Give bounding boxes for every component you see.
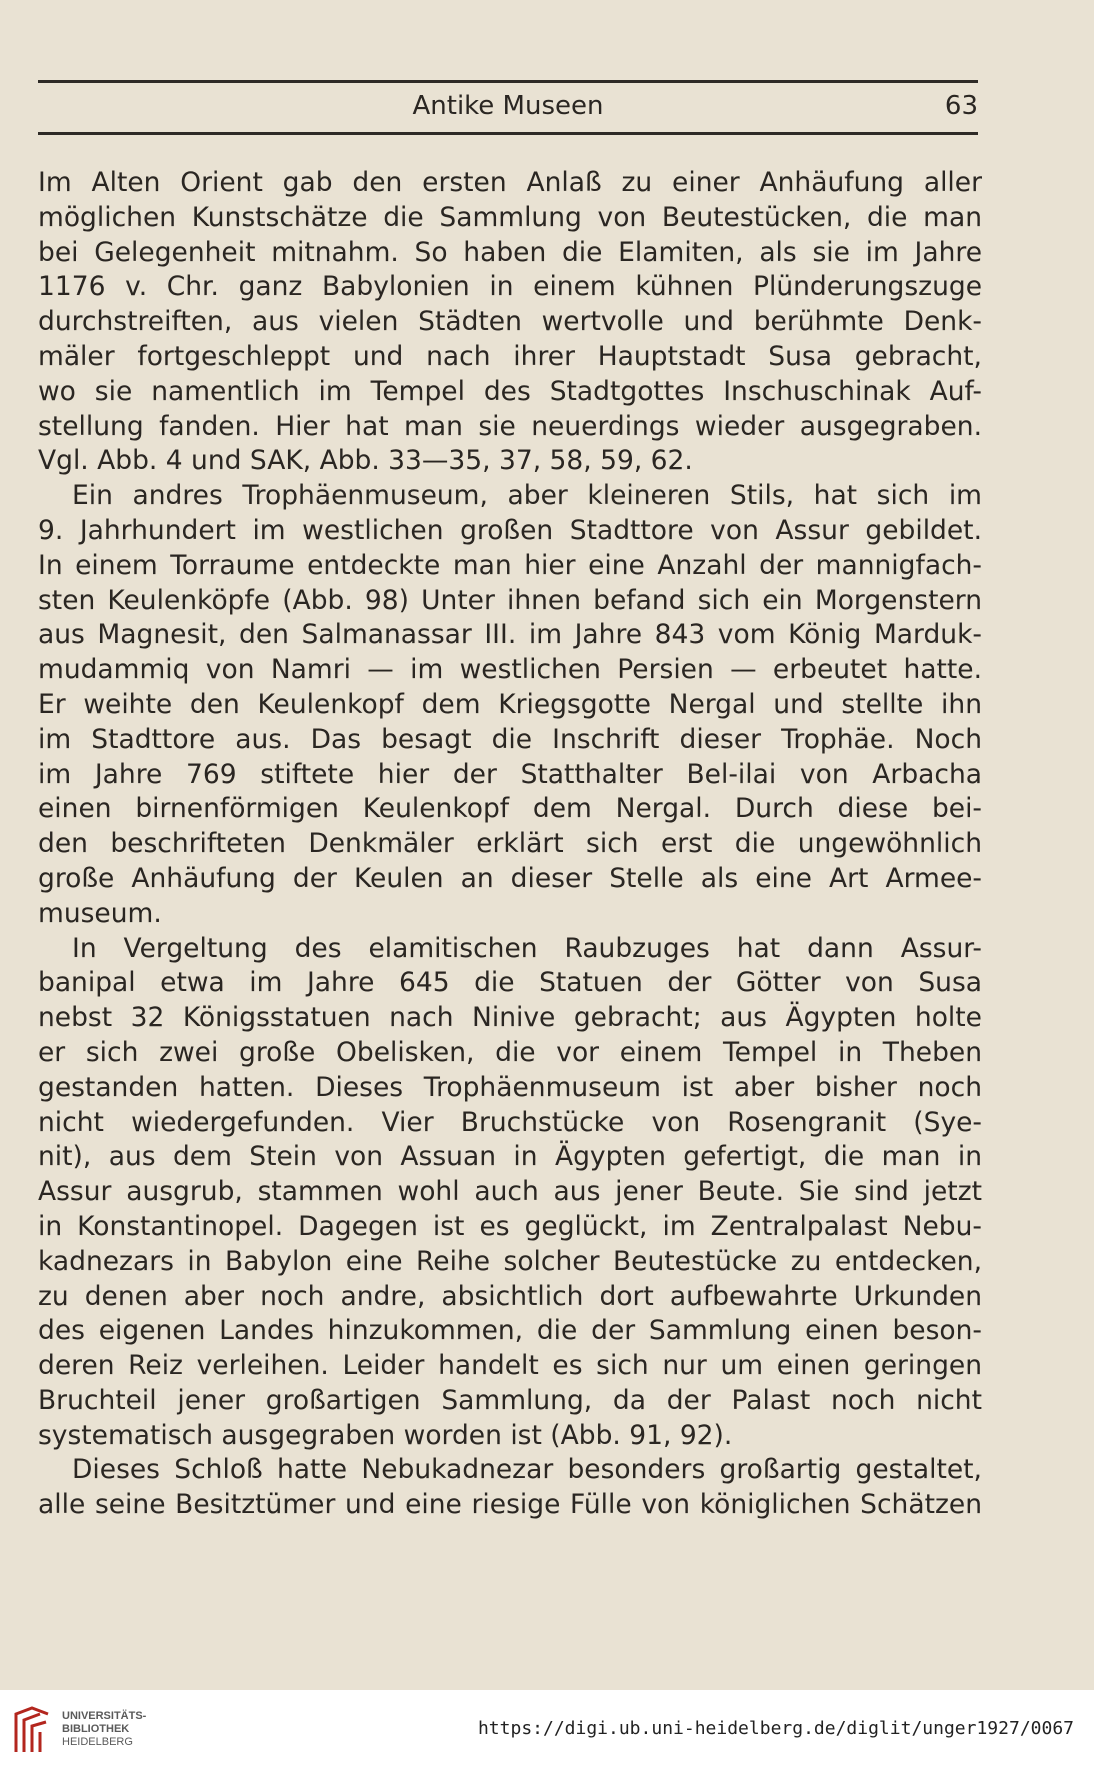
text-line: Im Alten Orient gab den ersten Anlaß zu einer Anhäufung aller xyxy=(38,167,982,198)
footer-bar xyxy=(0,1690,1094,1770)
text-line: große Anhäufung der Keulen an dieser Stelle als eine Art Armee- xyxy=(38,862,982,894)
text-line: den beschrifteten Denkmäler erklärt sich erst die ungewöhnlich xyxy=(38,828,982,860)
text-line: deren Reiz verleihen. Leider handelt es sich nur um einen geringen xyxy=(38,1350,982,1382)
page-number: 63 xyxy=(944,91,978,121)
text-line: Assur ausgrub, stammen wohl auch aus jener Beute. Sie sind jetzt xyxy=(38,1176,982,1208)
text-line: mudammiq von Namri — im westlichen Persien — erbeutet hatte. xyxy=(38,654,982,686)
text-line: durchstreiften, aus vielen Städten wertvolle und berühmte Denk- xyxy=(38,306,982,338)
text-line: aus Magnesit, den Salmanassar III. im Jahre 843 vom König Marduk- xyxy=(38,619,982,651)
text-line: des eigenen Landes hinzukommen, die der Sammlung einen beson- xyxy=(38,1315,982,1347)
text-line: Ein andres Trophäenmuseum, aber kleineren Stils, hat sich im xyxy=(72,480,982,512)
library-name xyxy=(62,1710,146,1749)
text-line: Bruchteil jener großartigen Sammlung, da der Palast noch nicht xyxy=(38,1384,982,1416)
text-line: möglichen Kunstschätze die Sammlung von Beutestücken, die man xyxy=(38,201,982,233)
text-line: in Konstantinopel. Dagegen ist es geglückt, im Zentralpalast Nebu- xyxy=(38,1210,982,1242)
body-text xyxy=(38,166,982,1523)
text-line: Vgl. Abb. 4 und SAK, Abb. 33—35, 37, 58, 59, 62. xyxy=(38,445,693,477)
text-line: gestanden hatten. Dieses Trophäenmuseum ist aber bisher noch xyxy=(38,1071,982,1103)
text-line: Er weihte den Keulenkopf dem Kriegsgotte Nergal und stellte ihn xyxy=(38,688,982,720)
text-line: sten Keulenköpfe (Abb. 98) Unter ihnen befand sich ein Morgenstern xyxy=(38,584,982,616)
text-line: 1176 v. Chr. ganz Babylonien in einem kühnen Plünderungszuge xyxy=(38,271,982,303)
text-line: alle seine Besitztümer und eine riesige Fülle von königlichen Schätzen xyxy=(38,1489,982,1521)
text-line: nebst 32 Königsstatuen nach Ninive gebracht; aus Ägypten holte xyxy=(38,1002,982,1034)
text-line: banipal etwa im Jahre 645 die Statuen der Götter von Susa xyxy=(38,967,982,999)
text-line: kadnezars in Babylon eine Reihe solcher Beutestücke zu entdecken, xyxy=(38,1245,982,1277)
text-line: In einem Torraume entdeckte man hier eine Anzahl der mannigfach- xyxy=(38,549,982,581)
text-line: er sich zwei große Obelisken, die vor einem Tempel in Theben xyxy=(38,1036,982,1068)
header-rule-top xyxy=(38,80,978,83)
text-line: stellung fanden. Hier hat man sie neuerdings wieder ausgegraben. xyxy=(38,410,982,442)
text-line: im Jahre 769 stiftete hier der Statthalter Bel-ilai von Arbacha xyxy=(38,758,982,790)
library-name-line: BIBLIOTHEK xyxy=(62,1723,130,1735)
text-line: bei Gelegenheit mitnahm. So haben die Elamiten, als sie im Jahre xyxy=(38,236,982,268)
text-line: Dieses Schloß hatte Nebukadnezar besonders großartig gestaltet, xyxy=(72,1454,982,1486)
running-title: Antike Museen xyxy=(412,91,604,121)
text-line: 9. Jahrhundert im westlichen großen Stadttore von Assur gebildet. xyxy=(38,514,982,546)
library-name-line: UNIVERSITÄTS- xyxy=(62,1710,147,1722)
running-head xyxy=(38,86,978,126)
text-line: zu denen aber noch andre, absichtlich dort aufbewahrte Urkunden xyxy=(38,1280,982,1312)
text-line: einen birnenförmigen Keulenkopf dem Nergal. Durch diese bei- xyxy=(38,793,982,825)
library-name-line: HEIDELBERG xyxy=(62,1736,133,1748)
source-url-link[interactable]: https://digi.ub.uni-heidelberg.de/diglit/unger1927/0067 xyxy=(477,1718,1074,1739)
header-rule-bottom xyxy=(38,132,978,135)
text-line: museum. xyxy=(38,897,162,929)
text-line: In Vergeltung des elamitischen Raubzuges hat dann Assur- xyxy=(72,932,982,964)
text-line: systematisch ausgegraben worden ist (Abb. 91, 92). xyxy=(38,1419,733,1451)
text-line: wo sie namentlich im Tempel des Stadtgottes Inschuschinak Auf- xyxy=(38,375,982,407)
text-line: mäler fortgeschleppt und nach ihrer Hauptstadt Susa gebracht, xyxy=(38,340,982,372)
text-line: nicht wiedergefunden. Vier Bruchstücke von Rosengranit (Sye- xyxy=(38,1106,982,1138)
text-line: nit), aus dem Stein von Assuan in Ägypten gefertigt, die man in xyxy=(38,1141,982,1173)
university-library-logo-icon xyxy=(10,1704,54,1756)
text-line: im Stadttore aus. Das besagt die Inschrift dieser Trophäe. Noch xyxy=(38,723,982,755)
